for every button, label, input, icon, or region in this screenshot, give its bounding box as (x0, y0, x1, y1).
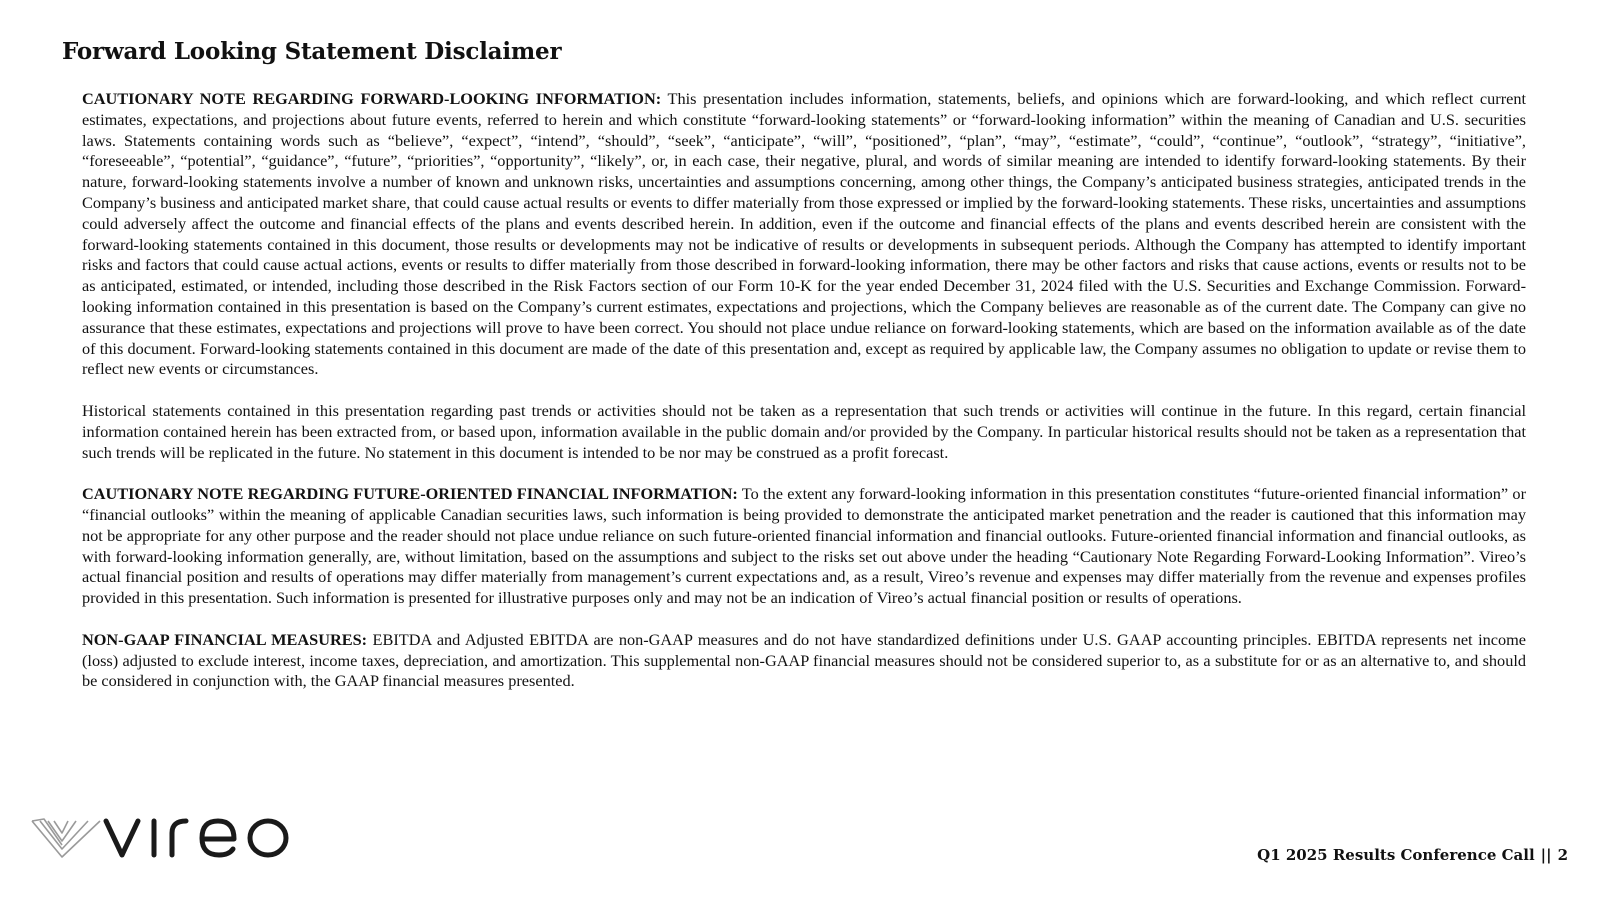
footer-separator: || (1540, 846, 1552, 864)
non-gaap-heading: NON-GAAP FINANCIAL MEASURES: (82, 629, 368, 649)
non-gaap-text: EBITDA and Adjusted EBITDA are non-GAAP measures and do not have standardized definitions under U.S. GAAP accounting principles. EBITDA represents net income (loss) adjusted to exclude interest, income taxes, depreciation, and amortization. This supplemental non-GAAP financial measures should not be considered superior to, as a substitute for or as an alternative to, and should be considered in conjunction with, the GAAP financial measures presented. (82, 629, 1526, 691)
vireo-wordmark-text: vireo (102, 815, 105, 816)
disclaimer-body (82, 89, 1526, 692)
historical-paragraph (82, 401, 1526, 463)
vireo-wordmark (102, 815, 292, 861)
forward-looking-text: This presentation includes information, statements, beliefs, and opinions which are forward-looking, and which reflect current estimates, expectations, and projections about future events, referred to herein and which constitute “forward-looking statements” or “forward-looking information” within the meaning of Canadian and U.S. securities laws. Statements containing words such as “believe”, “expect”, “intend”, “should”, “seek”, “anticipate”, “will”, “positioned”, “plan”, “may”, “estimate”, “could”, “continue”, “outlook”, “strategy”, “initiative”, “foreseeable”, “potential”, “guidance”, “future”, “priorities”, “opportunity”, “likely”, or, in each case, their negative, plural, and words of similar meaning are intended to identify forward-looking statements. By their nature, forward-looking statements involve a number of known and unknown risks, uncertainties and assumptions concerning, among other things, the Company’s anticipated business strategies, anticipated trends in the Company’s business and anticipated market share, that could cause actual results or events to differ materially from those expressed or implied by the forward-looking statements. These risks, uncertainties and assumptions could adversely affect the outcome and financial effects of the plans and events described herein. In addition, even if the outcome and financial effects of the plans and events described herein are consistent with the forward-looking statements contained in this document, those results or developments may not be indicative of results or developments in subsequent periods. Although the Company has attempted to identify important risks and factors that could cause actual actions, events or results to differ materially from those described in forward-looking information, there may be other factors and risks that cause actions, events or results not to be as anticipated, estimated, or intended, including those described in the Risk Factors section of our Form 10-K for the year ended December 31, 2024 filed with the U.S. Securities and Exchange Commission. Forward-looking information contained in this presentation is based on the Company’s current estimates, expectations and projections, which the Company believes are reasonable as of the current date. The Company can give no assurance that these estimates, expectations and projections will prove to have been correct. You should not place undue reliance on forward-looking statements, which are based on the information available as of the date of this document. Forward-looking statements contained in this document are made of the date of this presentation and, except as required by applicable law, the Company assumes no obligation to update or revise them to reflect new events or circumstances. (82, 89, 1527, 379)
future-oriented-paragraph (82, 484, 1526, 609)
future-oriented-heading: CAUTIONARY NOTE REGARDING FUTURE-ORIENTED FINANCIAL INFORMATION: (82, 484, 738, 504)
page-title: Forward Looking Statement Disclaimer (62, 38, 562, 65)
page-number: 2 (1557, 846, 1568, 864)
non-gaap-paragraph (82, 630, 1526, 692)
vireo-logo (30, 810, 292, 866)
footer (1257, 846, 1568, 864)
forward-looking-paragraph (82, 89, 1526, 380)
vireo-chevron-logo-icon (30, 815, 102, 861)
forward-looking-heading: CAUTIONARY NOTE REGARDING FORWARD-LOOKING INFORMATION: (82, 89, 662, 108)
footer-event-title: Q1 2025 Results Conference Call (1257, 846, 1535, 864)
historical-text: Historical statements contained in this presentation regarding past trends or activities should not be taken as a representation that such trends or activities will continue in the future. In this regard, certain financial information contained herein has been extracted from, or based upon, information available in the public domain and/or provided by the Company. In particular historical results should not be taken as a representation that such trends will be replicated in the future. No statement in this document is intended to be nor may be construed as a profit forecast. (82, 400, 1526, 462)
future-oriented-text: To the extent any forward-looking information in this presentation constitutes “future-oriented financial information” or “financial outlooks” within the meaning of applicable Canadian securities laws, such information is being provided to demonstrate the anticipated market penetration and the reader is cautioned that this information may not be appropriate for any other purpose and the reader should not place undue reliance on such future-oriented financial information and financial outlooks. Future-oriented financial information and financial outlooks, as with forward-looking information generally, are, without limitation, based on the assumptions and subject to the risks set out above under the heading “Cautionary Note Regarding Forward-Looking Information”. Vireo’s actual financial position and results of operations may differ materially from management’s current expectations and, as a result, Vireo’s revenue and expenses may differ materially from the revenue and expenses profiles provided in this presentation. Such information is presented for illustrative purposes only and may not be an indication of Vireo’s actual financial position or results of operations. (82, 484, 1526, 608)
